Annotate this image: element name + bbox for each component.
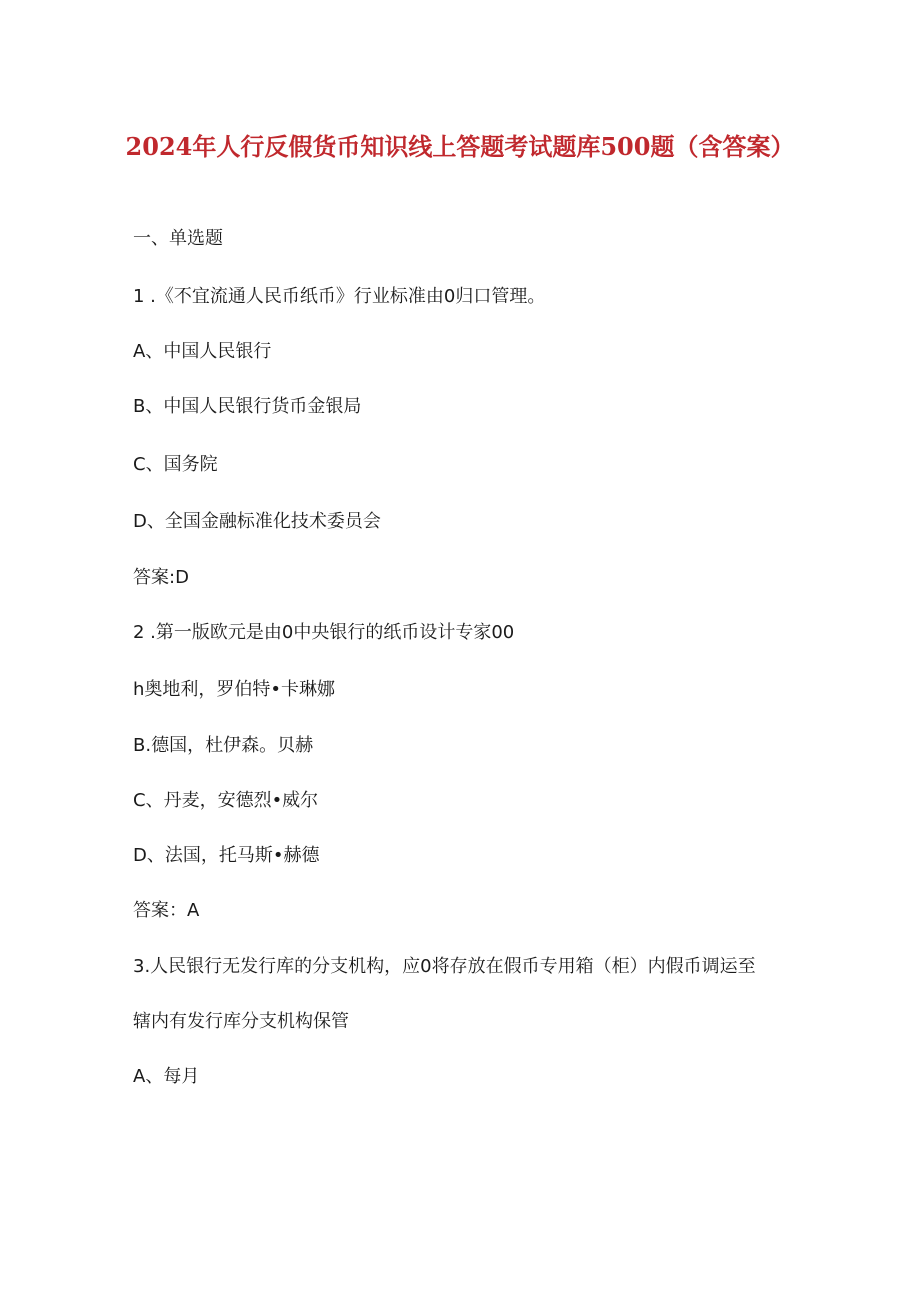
- question-2-option-b: B.德国，杜伊森。贝赫: [133, 735, 314, 756]
- document-title: 2024年人行反假货币知识线上答题考试题库500题（含答案）: [125, 132, 795, 161]
- question-2-answer: 答案：A: [133, 900, 200, 921]
- question-1-option-d: D、全国金融标准化技术委员会: [133, 511, 381, 532]
- question-3-stem-line-1: 3.人民银行无发行库的分支机构，应0将存放在假币专用箱（柜）内假币调运至: [133, 956, 756, 977]
- question-1-answer: 答案:D: [133, 567, 189, 588]
- question-1-option-c: C、国务院: [133, 454, 218, 475]
- question-2-stem: 2 .第一版欧元是由0中央银行的纸币设计专家00: [133, 622, 515, 643]
- question-2-option-d: D、法国，托马斯•赫德: [133, 845, 320, 866]
- question-1-option-b: B、中国人民银行货币金银局: [133, 396, 362, 417]
- question-3-option-a: A、每月: [133, 1066, 200, 1087]
- question-3-stem-line-2: 辖内有发行库分支机构保管: [133, 1011, 349, 1032]
- section-heading: 一、单选题: [133, 228, 223, 249]
- question-2-option-c: C、丹麦，安德烈•威尔: [133, 790, 319, 811]
- question-1-option-a: A、中国人民银行: [133, 341, 272, 362]
- question-1-stem: 1 .《不宜流通人民币纸币》行业标准由0归口管理。: [133, 286, 546, 307]
- question-2-option-a: h奥地利，罗伯特•卡琳娜: [133, 679, 336, 700]
